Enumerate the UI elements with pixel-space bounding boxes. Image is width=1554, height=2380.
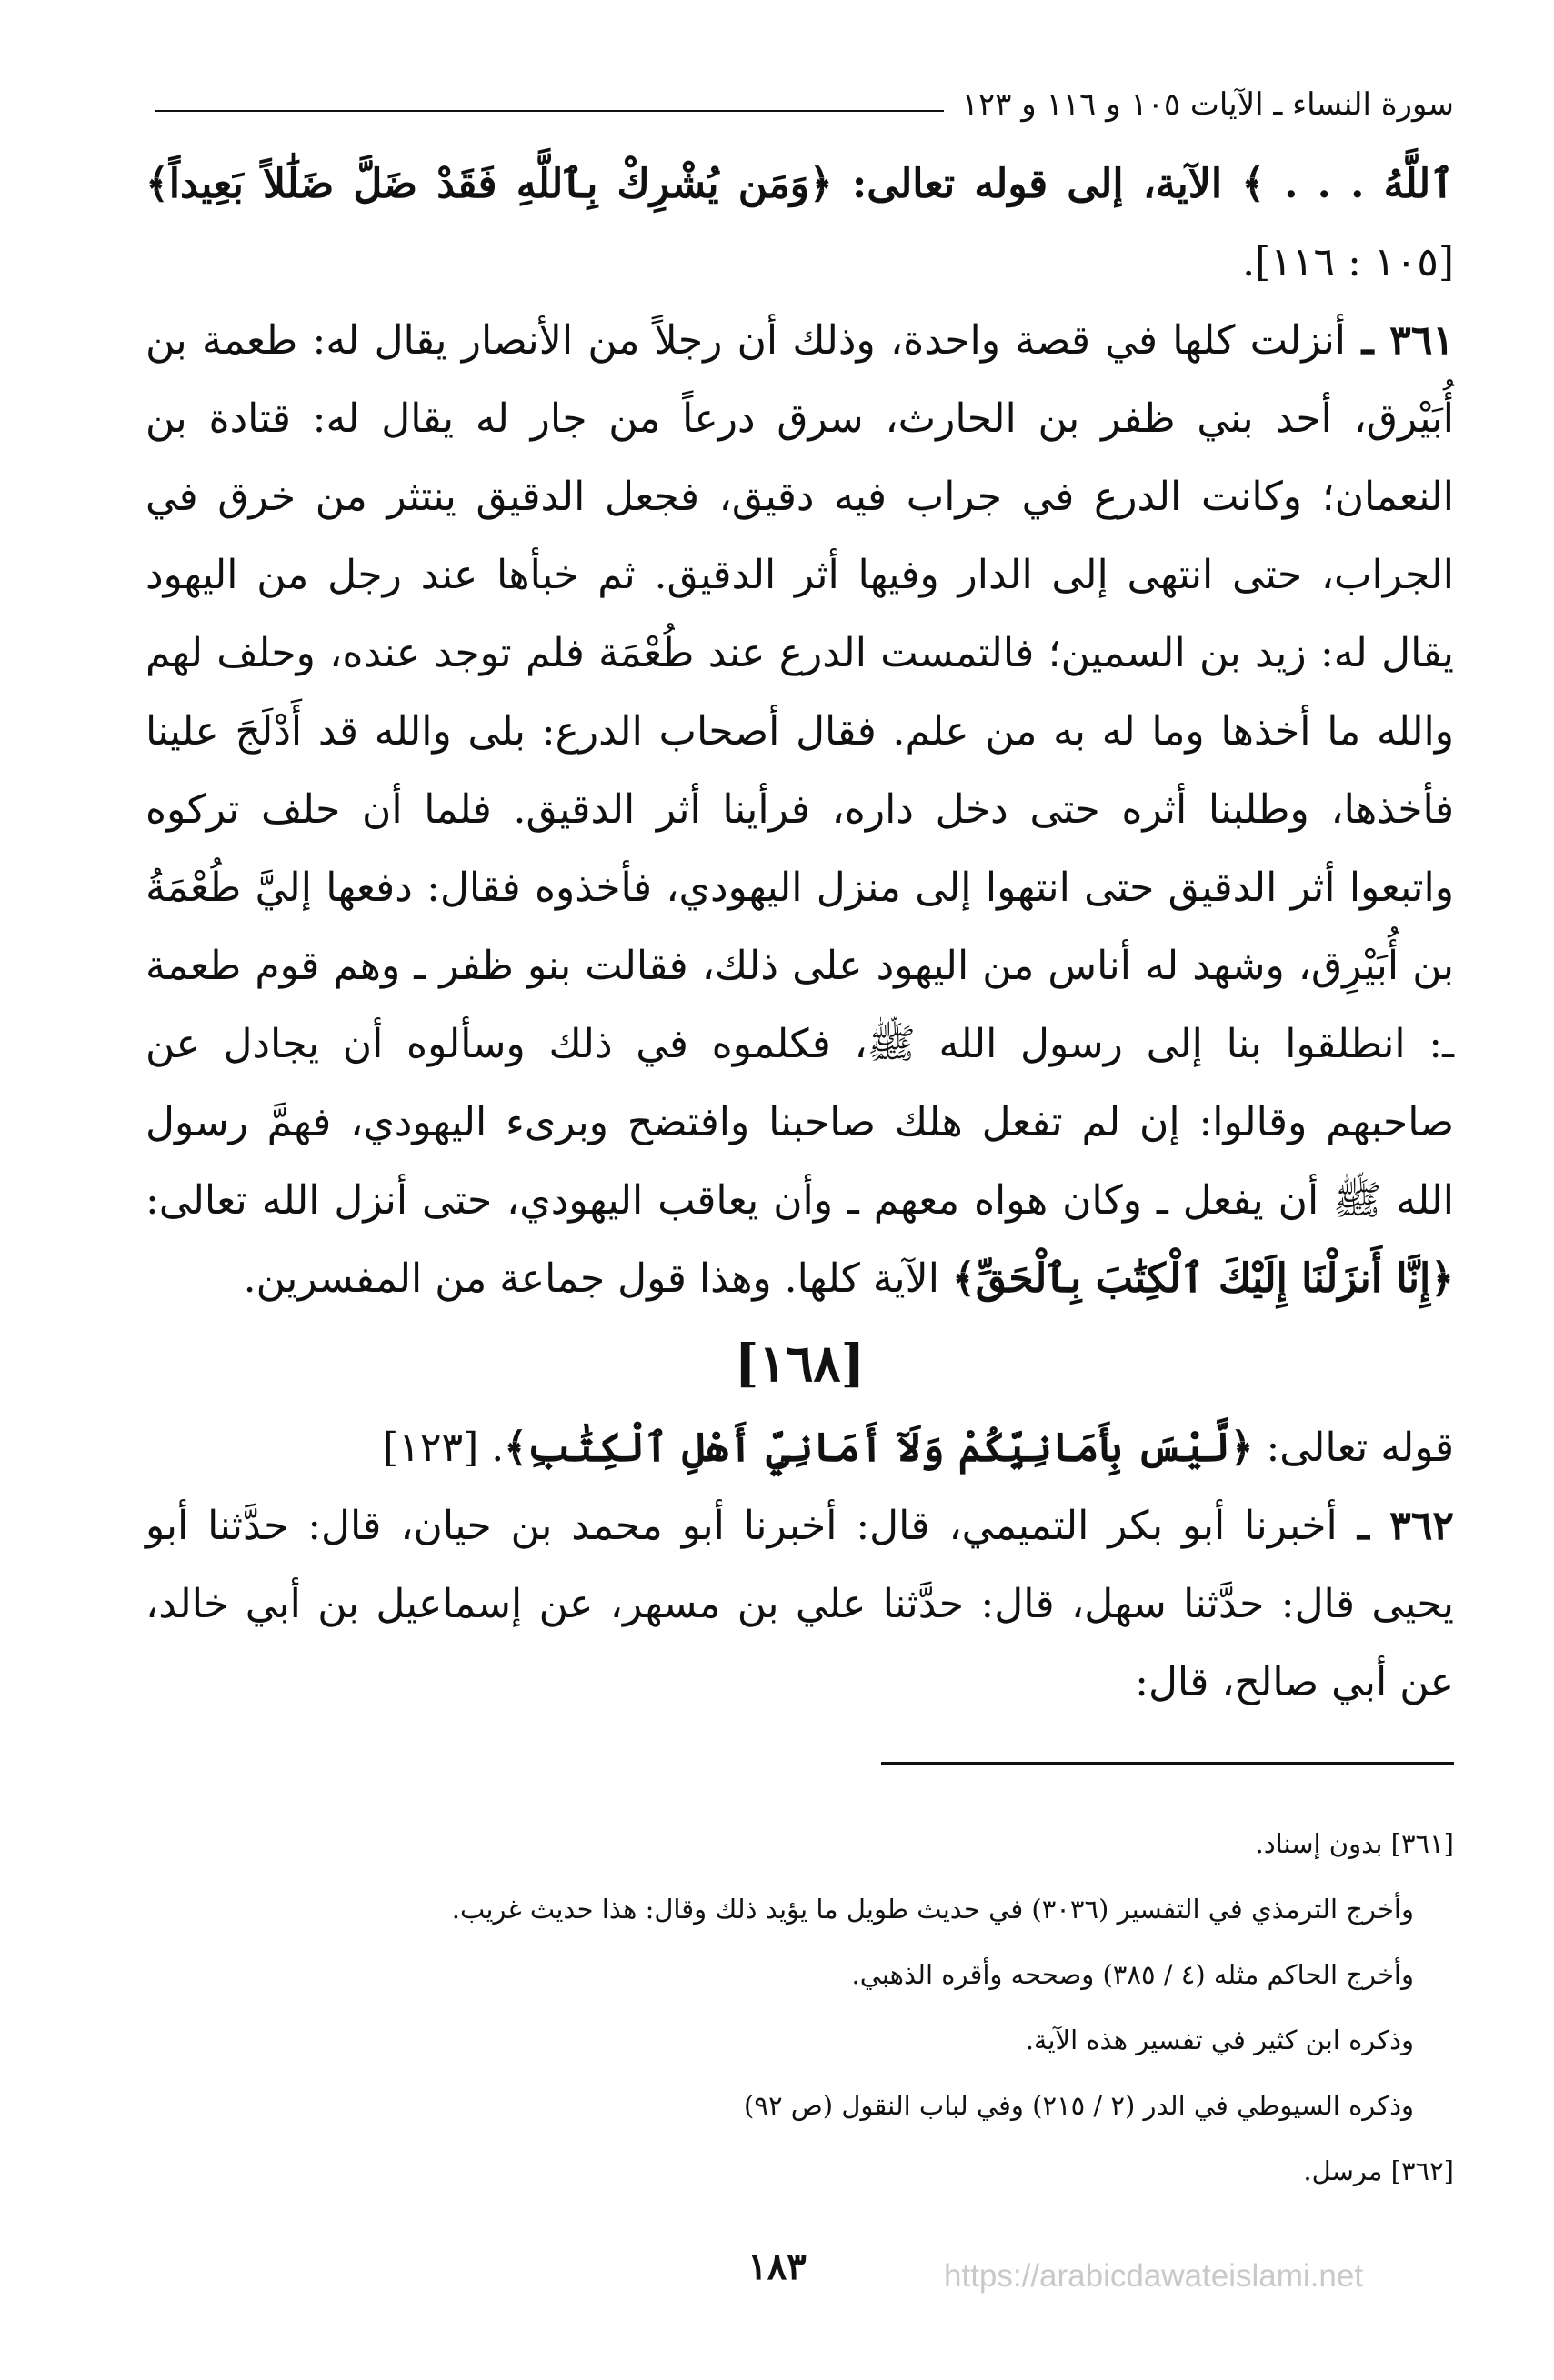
footnote-line: [٣٦٢] مرسل. <box>1303 2155 1454 2186</box>
intro-paragraph <box>145 145 1454 302</box>
footnote-line: وذكره ابن كثير في تفسير هذه الآية. <box>1025 2025 1414 2055</box>
section-number: [١٦٨] <box>734 1334 866 1394</box>
narration-362 <box>145 1487 1454 1722</box>
verse-ref: . [١٢٣] <box>383 1425 505 1471</box>
verse-quran: ﴿لَّيْسَ بِأَمَانِيِّكُمْ وَلَآ أَمَانِيِّ أَهْلِ ٱلْكِتَٰبِ﴾ <box>504 1425 1254 1471</box>
intro-quran: ﴿وَمَن يُشْرِكْ بِٱللَّهِ فَقَدْ ضَلَّ ضَلَٰلاً بَعِيداً﴾ <box>145 161 833 207</box>
watermark-url: https://arabicdawateislami.net <box>944 2258 1364 2294</box>
header-title: سورة النساء ـ الآيات ١٠٥ و ١١٦ و ١٢٣ <box>961 86 1454 123</box>
footnote-line: وذكره السيوطي في الدر (٢ / ٢١٥) وفي لباب النقول (ص ٩٢) <box>744 2090 1414 2121</box>
footnote-rule <box>881 1762 1454 1765</box>
verse-intro: قوله تعالى: <box>1253 1425 1454 1471</box>
narration-362-text: أخبرنا أبو بكر التميمي، قال: أخبرنا أبو محمد بن حيان، قال: حدَّثنا أبو يحيى قال: حدَّثنا سهل، قال: حدَّثنا علي بن مسهر، عن إسماعيل بن أبي خالد، عن أبي صالح، قال: <box>145 1503 1454 1705</box>
intro-ref: [١٠٥ : ١١٦]. <box>1242 239 1454 285</box>
narration-361-end: الآية كلها. وهذا قول جماعة من المفسرين. <box>243 1255 952 1302</box>
main-text <box>145 145 1454 1722</box>
footnote-line: وأخرج الحاكم مثله (٤ / ٣٨٥) وصححه وأقره الذهبي. <box>851 1959 1414 1990</box>
header-rule <box>155 110 944 112</box>
footnote-line: [٣٦١] بدون إسناد. <box>1255 1828 1454 1859</box>
narration-361-text: أنزلت كلها في قصة واحدة، وذلك أن رجلاً من الأنصار يقال له: طعمة بن أُبَيْرق، أحد بني ظفر بن الحارث، سرق درعاً من جار له يقال له: قتادة بن النعمان؛ وكانت الدرع في جراب فيه دقيق، فجعل الدقيق ينتثر من خرق في الجراب، حتى انتهى إلى الدار وفيها أثر الدقيق. ثم خبأها عند رجل من اليهود يقال له: زيد بن السمين؛ فالتمست الدرع عند طُعْمَة فلم توجد عنده، وحلف لهم والله ما أخذها وما له به من علم. فقال أصحاب الدرع: بلى والله قد أَدْلَجَ علينا فأخذها، وطلبنا أثره حتى دخل داره، فرأينا أثر الدقيق. فلما أن حلف تركوه واتبعوا أثر الدقيق حتى انتهوا إلى منزل اليهودي، فأخذوه فقال: دفعها إليَّ طُعْمَةُ بن أُبَيْرِق، وشهد له أناس من اليهود على ذلك، فقالت بنو ظفر ـ وهم قوم طعمة ـ: انطلقوا بنا إلى رسول الله ﷺ، فكلموه في ذلك وسألوه أن يجادل عن صاحبهم وقالوا: إن لم تفعل هلك صاحبنا وافتضح وبرىء اليهودي، فهمَّ رسول الله ﷺ أن يفعل ـ وكان هواه معهم ـ وأن يعاقب اليهودي، حتى أنزل الله تعالى: <box>145 317 1454 1224</box>
verse-paragraph <box>145 1409 1454 1487</box>
intro-start: ٱللَّهُ . . . ﴾ الآية، إلى قوله تعالى: <box>832 161 1454 207</box>
narration-361 <box>145 302 1454 1318</box>
narration-361-number: ٣٦١ ـ <box>1346 317 1455 364</box>
narration-361-quran: ﴿إِنَّا أَنزَلْنَا إِلَيْكَ ٱلْكِتَٰبَ بِٱلْحَقِّ﴾ <box>951 1255 1454 1302</box>
footnote-line: وأخرج الترمذي في التفسير (٣٠٣٦) في حديث طويل ما يؤيد ذلك وقال: هذا حديث غريب. <box>451 1894 1414 1925</box>
footnotes <box>145 1811 1454 2204</box>
page-number: ١٨٣ <box>747 2245 807 2288</box>
narration-362-number: ٣٦٢ ـ <box>1337 1503 1454 1549</box>
running-header <box>155 86 1454 123</box>
